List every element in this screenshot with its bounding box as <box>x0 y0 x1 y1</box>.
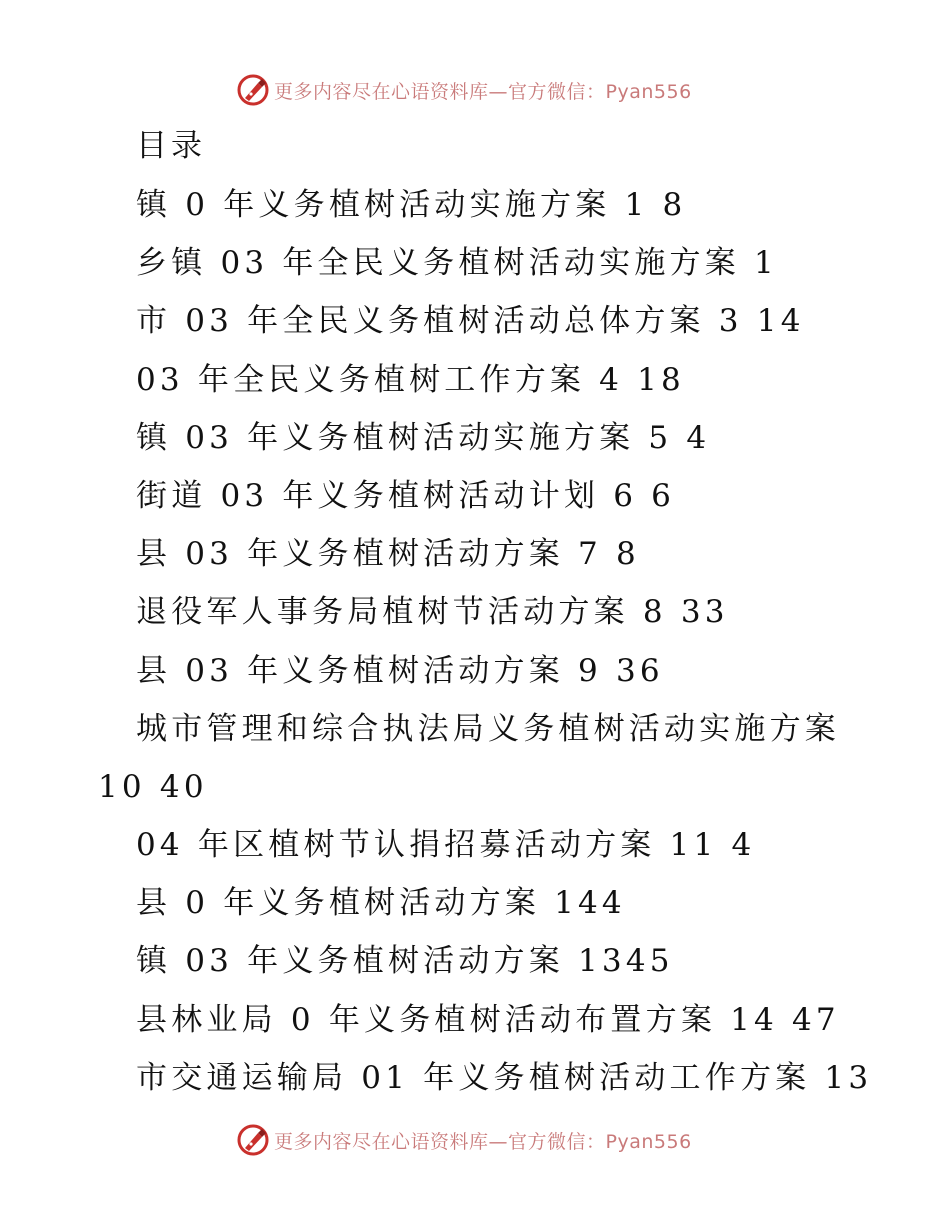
pen-nib-logo-icon <box>236 73 270 107</box>
toc-entry: 03 年全民义务植树工作方案 4 18 <box>136 361 685 398</box>
watermark-footer <box>236 1122 692 1158</box>
toc-entry: 镇 03 年义务植树活动实施方案 5 4 <box>136 419 711 456</box>
toc-entry: 乡镇 03 年全民义务植树活动实施方案 1 <box>136 245 778 282</box>
toc-entry-text: 城市管理和综合执法局义务植树活动实施方案 <box>136 710 840 747</box>
watermark-header <box>236 72 692 108</box>
pen-nib-logo-icon <box>236 1123 270 1157</box>
toc-entry: 县 03 年义务植树活动方案 9 36 <box>136 652 664 689</box>
toc-entry: 县 0 年义务植树活动方案 144 <box>136 885 626 922</box>
toc-entry: 镇 0 年义务植树活动实施方案 1 8 <box>136 187 687 223</box>
toc-entry: 市 03 年全民义务植树活动总体方案 3 14 <box>136 303 805 340</box>
watermark-text: 更多内容尽在心语资料库—官方微信：Pyan556 <box>274 80 692 103</box>
toc-entry: 县 03 年义务植树活动方案 7 8 <box>136 536 640 573</box>
toc-entry-page-ref: 10 40 <box>98 768 208 805</box>
toc-entry-wrapped <box>0 709 950 825</box>
watermark-text: 更多内容尽在心语资料库—官方微信：Pyan556 <box>274 1130 692 1153</box>
toc-list <box>0 185 950 1116</box>
toc-entry: 退役军人事务局植树节活动方案 8 33 <box>136 594 729 631</box>
toc-entry: 街道 03 年义务植树活动计划 6 6 <box>136 477 676 514</box>
toc-title: 目录 <box>136 128 206 164</box>
toc-entry: 04 年区植树节认捐招募活动方案 11 4 <box>136 827 756 864</box>
toc-entry: 市交通运输局 01 年义务植树活动工作方案 13 <box>136 1059 873 1096</box>
toc-entry: 县林业局 0 年义务植树活动布置方案 14 47 <box>136 1001 840 1038</box>
toc-entry: 镇 03 年义务植树活动方案 1345 <box>136 943 674 980</box>
